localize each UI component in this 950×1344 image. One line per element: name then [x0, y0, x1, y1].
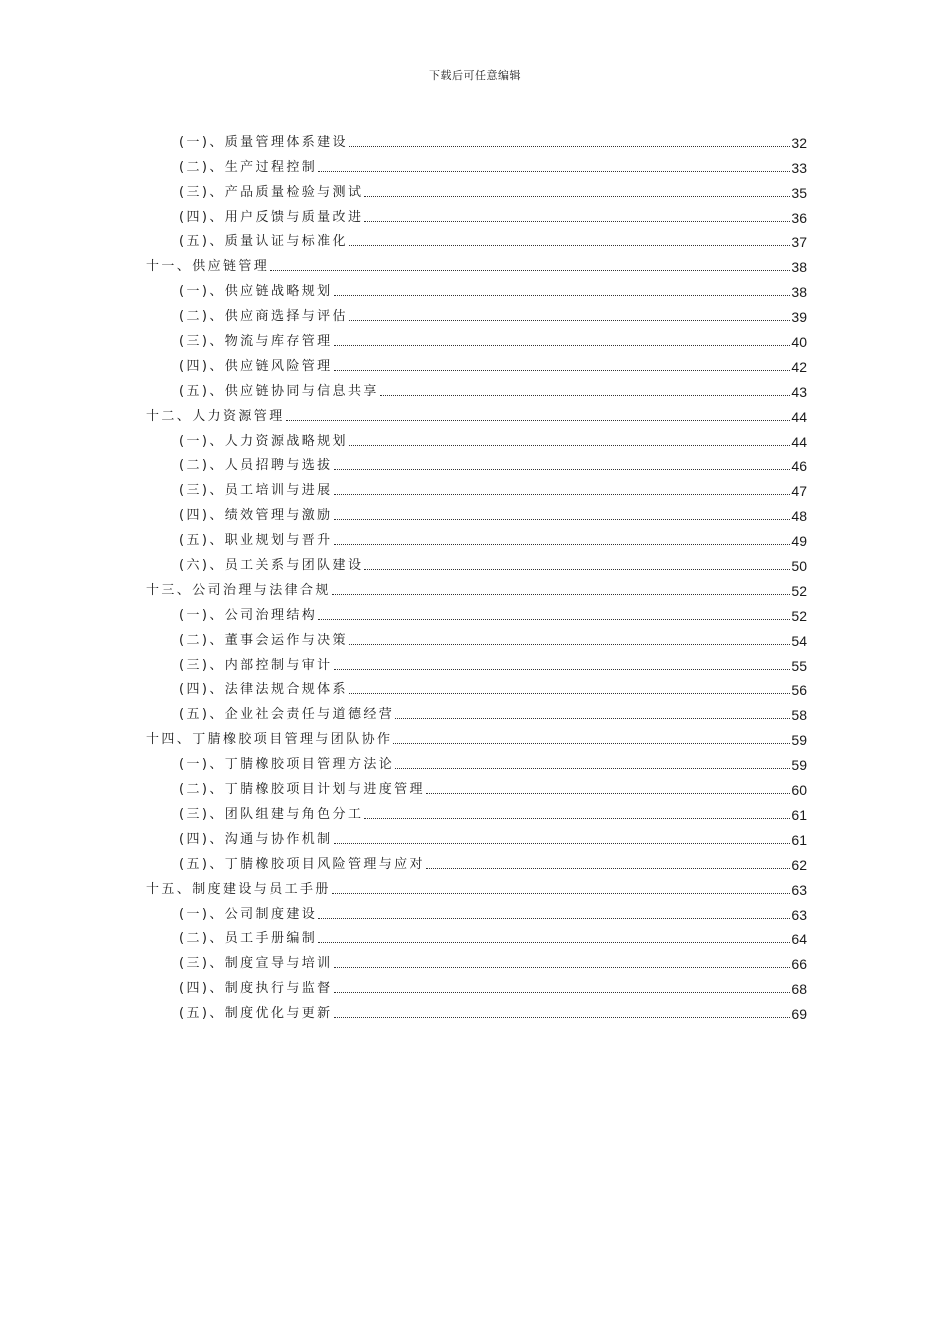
toc-entry-page-number: 43	[791, 383, 807, 400]
page-header: 下载后可任意编辑	[429, 69, 521, 82]
toc-section-entry[interactable]	[146, 127, 807, 152]
toc-entry-title: 十四、丁腈橡胶项目管理与团队协作	[146, 732, 393, 748]
toc-dot-leader	[349, 644, 790, 645]
toc-dot-leader	[334, 494, 791, 495]
toc-entry-title: (五)、职业规划与晋升	[179, 533, 333, 549]
toc-entry-page-number: 68	[791, 981, 807, 998]
toc-entry-page-number: 62	[791, 856, 807, 873]
toc-entry-page-number: 46	[791, 458, 807, 475]
toc-section-entry[interactable]	[146, 152, 807, 177]
toc-dot-leader	[334, 544, 791, 545]
toc-entry-title: (四)、沟通与协作机制	[179, 831, 333, 847]
toc-entry-title: (一)、人力资源战略规划	[179, 433, 348, 449]
toc-section-entry[interactable]	[146, 973, 807, 998]
toc-entry-title: (六)、员工关系与团队建设	[179, 558, 364, 574]
toc-section-entry[interactable]	[146, 600, 807, 625]
toc-entry-page-number: 38	[791, 259, 807, 276]
toc-section-entry[interactable]	[146, 899, 807, 924]
toc-dot-leader	[426, 793, 790, 794]
toc-dot-leader	[395, 768, 790, 769]
toc-section-entry[interactable]	[146, 525, 807, 550]
toc-entry-page-number: 44	[791, 408, 807, 425]
toc-entry-title: 十一、供应链管理	[146, 259, 270, 275]
toc-section-entry[interactable]	[146, 550, 807, 575]
toc-dot-leader	[349, 320, 790, 321]
toc-entry-title: (四)、供应链风险管理	[179, 358, 333, 374]
toc-entry-page-number: 59	[791, 732, 807, 749]
toc-entry-page-number: 47	[791, 483, 807, 500]
toc-entry-page-number: 69	[791, 1006, 807, 1023]
toc-dot-leader	[334, 1017, 791, 1018]
toc-entry-page-number: 33	[791, 159, 807, 176]
toc-section-entry[interactable]	[146, 475, 807, 500]
toc-dot-leader	[332, 893, 791, 894]
toc-chapter-entry[interactable]	[146, 874, 807, 899]
toc-entry-title: (一)、供应链战略规划	[179, 284, 333, 300]
toc-section-entry[interactable]	[146, 799, 807, 824]
toc-dot-leader	[286, 420, 791, 421]
toc-entry-title: (三)、员工培训与进展	[179, 483, 333, 499]
toc-section-entry[interactable]	[146, 426, 807, 451]
toc-section-entry[interactable]	[146, 351, 807, 376]
toc-dot-leader	[393, 743, 790, 744]
toc-entry-title: (一)、公司治理结构	[179, 607, 318, 623]
toc-entry-title: (三)、团队组建与角色分工	[179, 806, 364, 822]
toc-entry-page-number: 64	[791, 931, 807, 948]
toc-entry-title: (三)、制度宣导与培训	[179, 956, 333, 972]
toc-section-entry[interactable]	[146, 202, 807, 227]
toc-entry-title: (四)、法律法规合规体系	[179, 682, 348, 698]
toc-dot-leader	[318, 942, 790, 943]
toc-entry-title: (四)、用户反馈与质量改进	[179, 209, 364, 225]
toc-entry-title: (二)、人员招聘与选拔	[179, 458, 333, 474]
toc-entry-page-number: 52	[791, 607, 807, 624]
toc-entry-title: (二)、董事会运作与决策	[179, 632, 348, 648]
toc-entry-title: (五)、供应链协同与信息共享	[179, 383, 379, 399]
toc-section-entry[interactable]	[146, 500, 807, 525]
toc-section-entry[interactable]	[146, 276, 807, 301]
toc-dot-leader	[318, 171, 790, 172]
toc-entry-page-number: 36	[791, 209, 807, 226]
toc-entry-page-number: 37	[791, 234, 807, 251]
toc-dot-leader	[364, 818, 790, 819]
toc-dot-leader	[364, 569, 790, 570]
toc-section-entry[interactable]	[146, 625, 807, 650]
toc-dot-leader	[349, 146, 790, 147]
toc-dot-leader	[380, 395, 791, 396]
toc-dot-leader	[334, 370, 791, 371]
toc-entry-title: (三)、物流与库存管理	[179, 334, 333, 350]
toc-entry-title: (一)、质量管理体系建设	[179, 134, 348, 150]
toc-dot-leader	[334, 295, 791, 296]
toc-dot-leader	[364, 221, 790, 222]
toc-dot-leader	[332, 594, 791, 595]
toc-entry-title: (二)、员工手册编制	[179, 931, 318, 947]
toc-entry-title: (一)、丁腈橡胶项目管理方法论	[179, 757, 395, 773]
toc-entry-page-number: 61	[791, 831, 807, 848]
toc-entry-title: (二)、丁腈橡胶项目计划与进度管理	[179, 782, 425, 798]
toc-dot-leader	[270, 270, 790, 271]
toc-entry-page-number: 63	[791, 881, 807, 898]
toc-section-entry[interactable]	[146, 824, 807, 849]
toc-entry-title: (二)、生产过程控制	[179, 159, 318, 175]
toc-entry-title: 十三、公司治理与法律合规	[146, 582, 331, 598]
toc-dot-leader	[318, 918, 790, 919]
toc-dot-leader	[334, 669, 791, 670]
toc-section-entry[interactable]	[146, 451, 807, 476]
toc-section-entry[interactable]	[146, 774, 807, 799]
toc-dot-leader	[426, 868, 790, 869]
toc-entry-title: (二)、供应商选择与评估	[179, 309, 348, 325]
toc-entry-page-number: 58	[791, 707, 807, 724]
toc-dot-leader	[349, 245, 790, 246]
toc-dot-leader	[318, 619, 790, 620]
toc-entry-title: (五)、企业社会责任与道德经营	[179, 707, 395, 723]
toc-dot-leader	[334, 843, 791, 844]
toc-entry-page-number: 66	[791, 956, 807, 973]
toc-entry-page-number: 54	[791, 632, 807, 649]
toc-entry-page-number: 39	[791, 309, 807, 326]
toc-entry-page-number: 50	[791, 558, 807, 575]
toc-entry-title: (五)、制度优化与更新	[179, 1006, 333, 1022]
toc-section-entry[interactable]	[146, 998, 807, 1023]
toc-dot-leader	[364, 196, 790, 197]
toc-section-entry[interactable]	[146, 177, 807, 202]
toc-dot-leader	[334, 519, 791, 520]
toc-dot-leader	[334, 345, 791, 346]
toc-entry-title: 十二、人力资源管理	[146, 408, 285, 424]
toc-entry-title: (三)、产品质量检验与测试	[179, 184, 364, 200]
toc-section-entry[interactable]	[146, 924, 807, 949]
table-of-contents	[146, 127, 807, 1023]
toc-entry-page-number: 42	[791, 358, 807, 375]
toc-section-entry[interactable]	[146, 948, 807, 973]
toc-entry-title: (四)、制度执行与监督	[179, 981, 333, 997]
toc-dot-leader	[349, 445, 790, 446]
toc-entry-page-number: 38	[791, 284, 807, 301]
toc-entry-title: (五)、质量认证与标准化	[179, 234, 348, 250]
toc-chapter-entry[interactable]	[146, 575, 807, 600]
toc-entry-page-number: 60	[791, 782, 807, 799]
toc-entry-page-number: 49	[791, 533, 807, 550]
toc-entry-page-number: 56	[791, 682, 807, 699]
toc-entry-title: (四)、绩效管理与激励	[179, 508, 333, 524]
toc-entry-page-number: 48	[791, 508, 807, 525]
toc-entry-page-number: 63	[791, 906, 807, 923]
toc-entry-title: (一)、公司制度建设	[179, 906, 318, 922]
toc-section-entry[interactable]	[146, 227, 807, 252]
toc-entry-title: 十五、制度建设与员工手册	[146, 881, 331, 897]
toc-entry-title: (三)、内部控制与审计	[179, 657, 333, 673]
toc-entry-page-number: 44	[791, 433, 807, 450]
toc-entry-page-number: 55	[791, 657, 807, 674]
toc-dot-leader	[395, 718, 790, 719]
toc-section-entry[interactable]	[146, 650, 807, 675]
toc-chapter-entry[interactable]	[146, 251, 807, 276]
toc-chapter-entry[interactable]	[146, 724, 807, 749]
toc-entry-title: (五)、丁腈橡胶项目风险管理与应对	[179, 856, 425, 872]
toc-section-entry[interactable]	[146, 849, 807, 874]
toc-section-entry[interactable]	[146, 326, 807, 351]
toc-entry-page-number: 40	[791, 334, 807, 351]
toc-entry-page-number: 32	[791, 134, 807, 151]
toc-section-entry[interactable]	[146, 376, 807, 401]
toc-section-entry[interactable]	[146, 675, 807, 700]
toc-entry-page-number: 52	[791, 582, 807, 599]
toc-section-entry[interactable]	[146, 749, 807, 774]
toc-entry-page-number: 35	[791, 184, 807, 201]
toc-chapter-entry[interactable]	[146, 401, 807, 426]
toc-dot-leader	[334, 992, 791, 993]
toc-section-entry[interactable]	[146, 301, 807, 326]
toc-dot-leader	[349, 693, 790, 694]
toc-section-entry[interactable]	[146, 699, 807, 724]
toc-dot-leader	[334, 469, 791, 470]
toc-entry-page-number: 59	[791, 757, 807, 774]
toc-entry-page-number: 61	[791, 806, 807, 823]
toc-dot-leader	[334, 967, 791, 968]
